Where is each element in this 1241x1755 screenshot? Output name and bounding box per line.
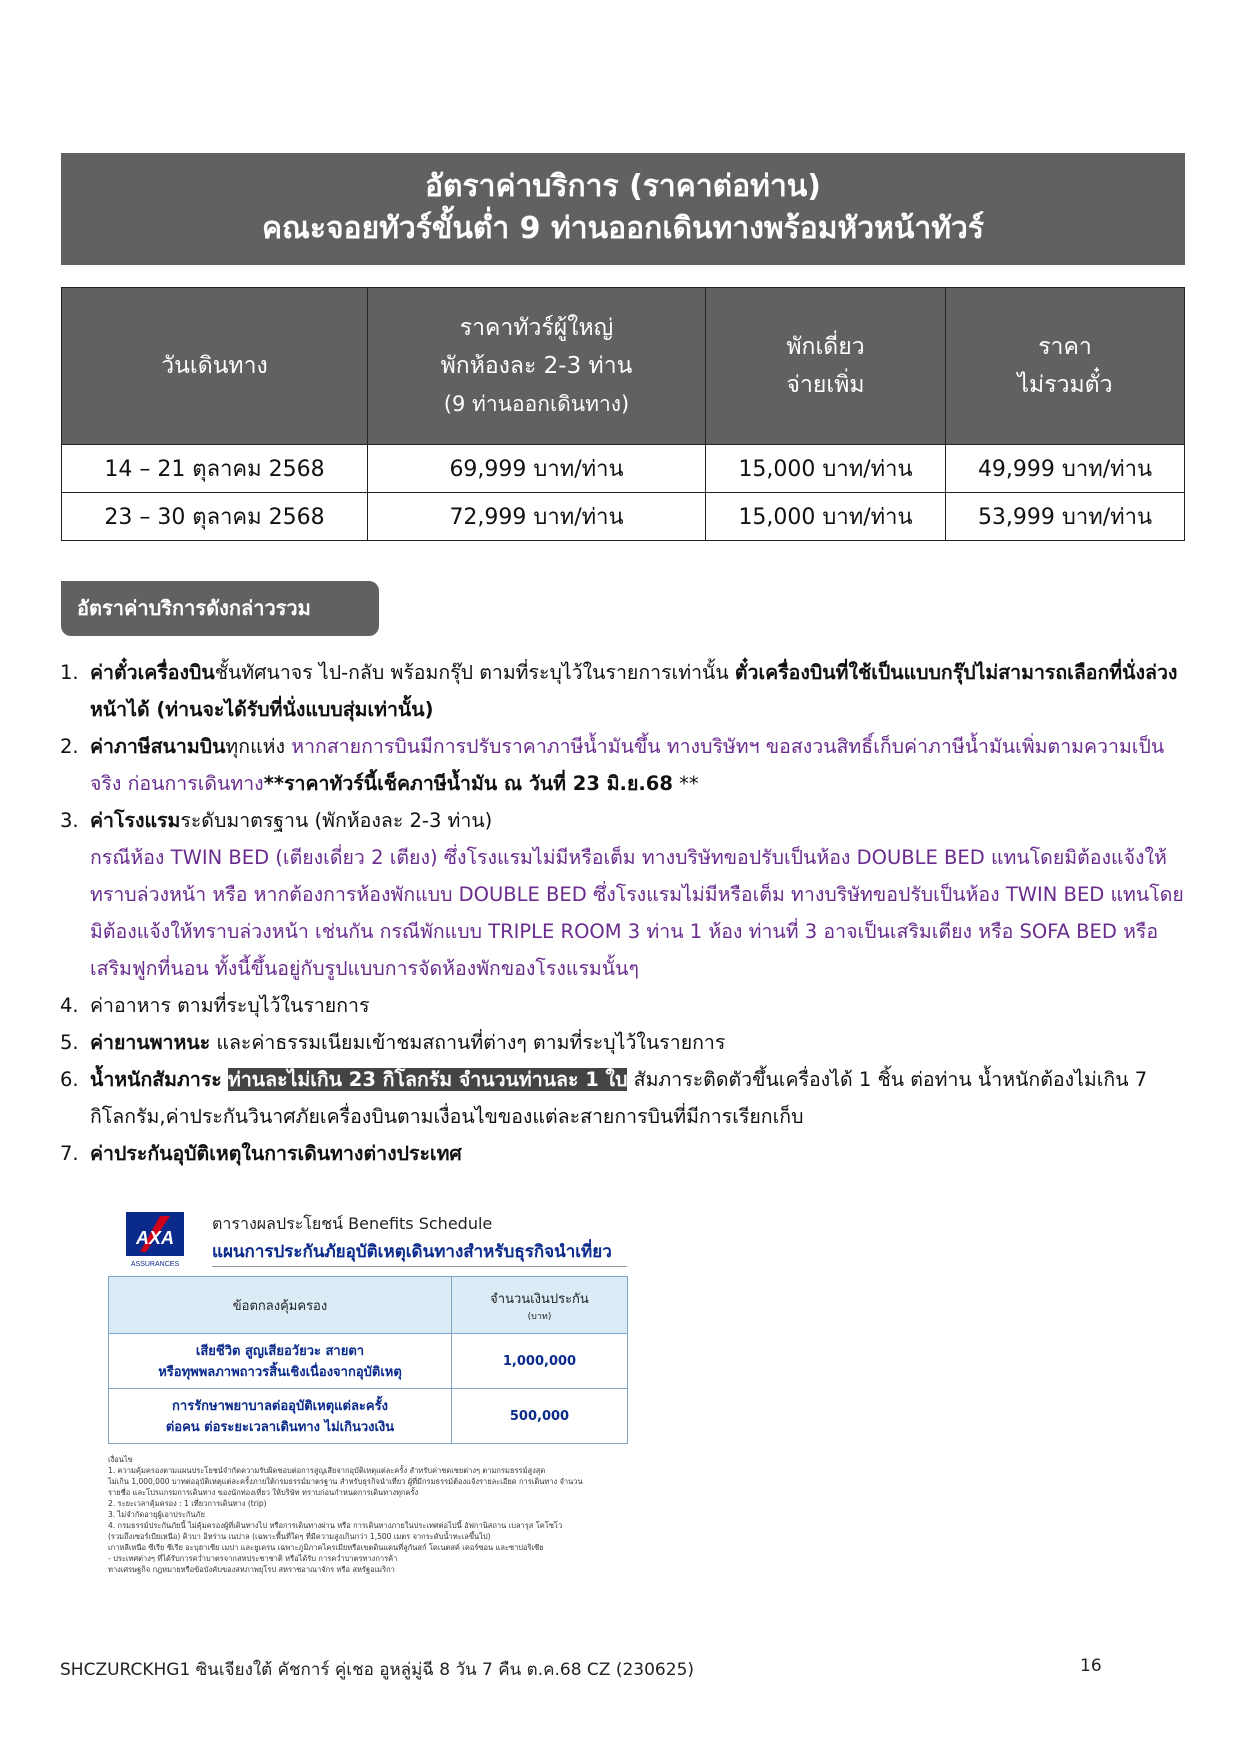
rate-header-subtitle: คณะจอยทัวร์ขั้นต่ำ 9 ท่านออกเดินทางพร้อมหัวหน้าทัวร์ bbox=[261, 211, 985, 246]
col-header-no-ticket-price: ราคา ไม่รวมตั๋ว bbox=[946, 288, 1185, 445]
table-row bbox=[62, 493, 1185, 541]
list-item: 1. ค่าตั๋วเครื่องบินชั้นทัศนาจร ไป-กลับ พร้อมกรุ๊ป ตามที่ระบุไว้ในรายการเท่านั้น ตั๋วเครื่องบินที่ใช้เป็นแบบกรุ๊ปไม่สามารถเลือกที่นั่งล่วงหน้าได้ (ท่านจะได้รับที่นั่งแบบสุ่มเท่านั้น) bbox=[60, 661, 1178, 721]
axa-benefits-image bbox=[108, 1208, 628, 1628]
svg-text:AXA: AXA bbox=[135, 1228, 175, 1248]
axa-subtitle: แผนการประกันภัยอุบัติเหตุเดินทางสำหรับธุรกิจนำเที่ยว bbox=[212, 1242, 612, 1262]
page-number: 16 bbox=[1080, 1656, 1102, 1676]
travel-date: 23 – 30 ตุลาคม 2568 bbox=[62, 493, 368, 541]
axa-col-coverage: ข้อตกลงคุ้มครอง bbox=[109, 1277, 452, 1334]
included-list bbox=[60, 654, 1185, 1172]
list-item: 2. ค่าภาษีสนามบินทุกแห่ง หากสายการบินมีการปรับราคาภาษีน้ำมันขึ้น ทางบริษัทฯ ขอสงวนสิทธิ์เก็บค่าภาษีน้ำมันเพิ่มตามความเป็นจริง ก่อนการเดินทาง**ราคาทัวร์นี้เช็คภาษีน้ำมัน ณ วันที่ 23 มิ.ย.68 ** bbox=[60, 735, 1165, 795]
svg-text:ASSURANCES: ASSURANCES bbox=[130, 1261, 180, 1268]
price-table-header-row bbox=[62, 288, 1185, 445]
axa-col-amount: จำนวนเงินประกัน (บาท) bbox=[452, 1277, 628, 1334]
axa-title: ตารางผลประโยชน์ Benefits Schedule bbox=[212, 1214, 493, 1233]
no-ticket-price: 53,999 บาท/ท่าน bbox=[946, 493, 1185, 541]
list-item: 6. น้ำหนักสัมภาระ ท่านละไม่เกิน 23 กิโลกรัม จำนวนท่านละ 1 ใบ สัมภาระติดตัวขึ้นเครื่องได้ 1 ชิ้น ต่อท่าน น้ำหนักต้องไม่เกิน 7 กิโลกรัม,ค่าประกันวินาศภัยเครื่องบินตามเงื่อนไขของแต่ละสายการบินที่มีการเรียกเก็บ bbox=[60, 1068, 1148, 1128]
axa-logo bbox=[126, 1212, 184, 1270]
rate-header-title: อัตราค่าบริการ (ราคาต่อท่าน) bbox=[424, 169, 822, 204]
coverage-desc: เสียชีวิต สูญเสียอวัยวะ สายตา หรือทุพพลภาพถาวรสิ้นเชิงเนื่องจากอุบัติเหตุ bbox=[109, 1334, 452, 1389]
table-row bbox=[109, 1389, 628, 1444]
rate-header bbox=[61, 153, 1185, 265]
list-item: 3. ค่าโรงแรมระดับมาตรฐาน (พักห้องละ 2-3 ท่าน) กรณีห้อง TWIN BED (เตียงเดี่ยว 2 เตียง) ซึ่งโรงแรมไม่มีหรือเต็ม ทางบริษัทขอปรับเป็นห้อง DOUBLE BED แทนโดยมิต้องแจ้งให้ทราบล่วงหน้า หรือ หากต้องการห้องพักแบบ DOUBLE BED ซึ่งโรงแรมไม่มีหรือเต็ม ทางบริษัทขอปรับเป็นห้อง TWIN BED แทนโดยมิต้องแจ้งให้ทราบล่วงหน้า เช่นกัน กรณีพักแบบ TRIPLE ROOM 3 ท่าน 1 ห้อง ท่านที่ 3 อาจเป็นเสริมเตียง หรือ SOFA BED หรือ เสริมฟูกที่นอน ทั้งนี้ขึ้นอยู่กับรูปแบบการจัดห้องพักของโรงแรมนั้นๆ bbox=[60, 809, 1184, 980]
price-table bbox=[61, 287, 1185, 541]
travel-date: 14 – 21 ตุลาคม 2568 bbox=[62, 445, 368, 493]
table-row bbox=[62, 445, 1185, 493]
footer-program-code: SHCZURCKHG1 ซินเจียงใต้ คัชการ์ คู่เชอ อูหลู่มู่ฉี 8 วัน 7 คืน ต.ค.68 CZ (230625) bbox=[60, 1660, 695, 1680]
axa-benefits-table bbox=[108, 1276, 628, 1444]
baggage-highlight: ท่านละไม่เกิน 23 กิโลกรัม จำนวนท่านละ 1 ใบ bbox=[227, 1068, 628, 1091]
single-supplement: 15,000 บาท/ท่าน bbox=[706, 445, 946, 493]
list-item: 4. ค่าอาหาร ตามที่ระบุไว้ในรายการ bbox=[60, 994, 370, 1017]
list-item: 5. ค่ายานพาหนะ และค่าธรรมเนียมเข้าชมสถานที่ต่างๆ ตามที่ระบุไว้ในรายการ bbox=[60, 1031, 726, 1054]
section-title-included: อัตราค่าบริการดังกล่าวรวม bbox=[61, 581, 379, 636]
table-row bbox=[109, 1334, 628, 1389]
no-ticket-price: 49,999 บาท/ท่าน bbox=[946, 445, 1185, 493]
col-header-adult-price: ราคาทัวร์ผู้ใหญ่ พักห้องละ 2-3 ท่าน (9 ท่านออกเดินทาง) bbox=[368, 288, 706, 445]
coverage-amount: 1,000,000 bbox=[452, 1334, 628, 1389]
single-supplement: 15,000 บาท/ท่าน bbox=[706, 493, 946, 541]
axa-notes: เงื่อนไข 1. ความคุ้มครองตามแผนประโยชน์จำกัดความรับผิดชอบต่อการสูญเสียจากอุบัติเหตุแต่ละครั้ง สำหรับค่าชดเชยต่างๆ ตามกรมธรรม์สูงสุด ไม่เกิน 1,000,000 บาทต่ออุบัติเหตุแต่ละครั้งภายใต้กรมธรรม์มาตรฐาน สำหรับธุรกิจนำเที่ยว ผู้ที่มีกรมธรรม์ต้องแจ้งรายละเอียด การเดินทาง จำนวน รายชื่อ และโปรแกรมการเดินทาง ของนักท่องเที่ยว ให้บริษัท ทราบก่อนกำหนดการเดินทางทุกครั้ง 2. ระยะเวลาคุ้มครอง : 1 เที่ยวการเดินทาง (trip) 3. ไม่จำกัดอายุผู้เอาประกันภัย 4. กรมธรรม์ประกันภัยนี้ ไม่คุ้มครองผู้ที่เดินทางไป หรือการเดินทางผ่าน หรือ การเดินทางภายในประเทศต่อไปนี้ อัฟกานิสถาน เบลารุส โคโซโว (รวมถึงเซอร์เบียเหนือ) คิวบา อิหร่าน เนปาล (เฉพาะพื้นที่ใดๆ ที่มีความสูงเกินกว่า 1,500 เมตร จากระดับน้ำทะเลขึ้นไป) เกาหลีเหนือ ซีเรีย ซีเรีย อะบุฮาเซีย เมปา และยูเครน เฉพาะภูมิภาคไครเมียหรือเขตดินแดนที่ลูกันสก์ โดเนตสค์ เคอร์ซอน และซาปอริเซีย - ประเทศต่างๆ ที่ได้รับการคว่ำบาตรจากสหประชาชาติ หรือได้รับ การคว่ำบาตรทางการค้า ทางเศรษฐกิจ กฎหมายหรือข้อบังคับของสหภาพยุโรป สหราชอาณาจักร หรือ สหรัฐอเมริกา bbox=[108, 1455, 583, 1574]
col-header-single-supplement: พักเดี่ยว จ่ายเพิ่ม bbox=[706, 288, 946, 445]
axa-header-row bbox=[109, 1277, 628, 1334]
list-item: 7. ค่าประกันอุบัติเหตุในการเดินทางต่างประเทศ bbox=[60, 1142, 462, 1165]
adult-price: 69,999 บาท/ท่าน bbox=[368, 445, 706, 493]
divider bbox=[212, 1266, 627, 1267]
coverage-amount: 500,000 bbox=[452, 1389, 628, 1444]
col-header-date: วันเดินทาง bbox=[62, 288, 368, 445]
adult-price: 72,999 บาท/ท่าน bbox=[368, 493, 706, 541]
coverage-desc: การรักษาพยาบาลต่ออุบัติเหตุแต่ละครั้ง ต่อคน ต่อระยะเวลาเดินทาง ไม่เกินวงเงิน bbox=[109, 1389, 452, 1444]
